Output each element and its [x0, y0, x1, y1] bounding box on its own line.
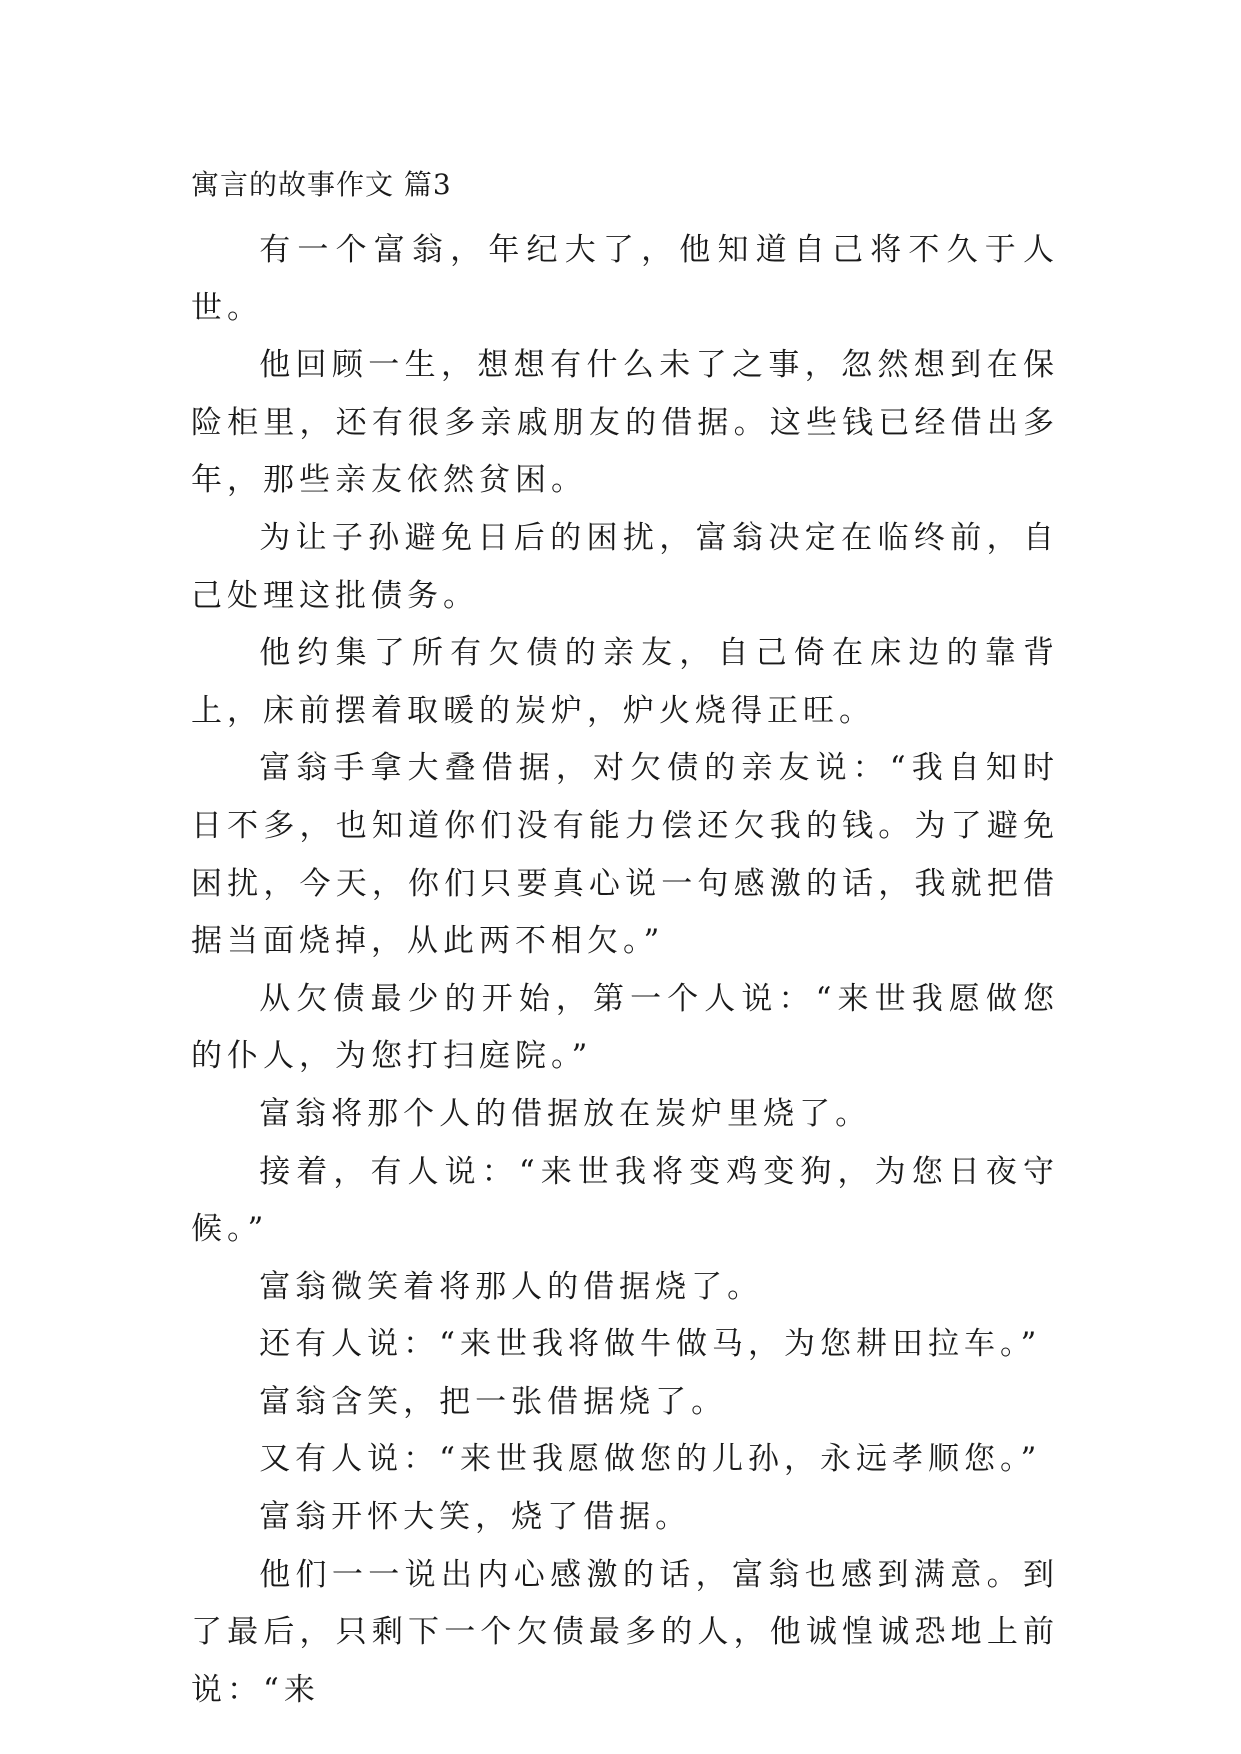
paragraph: 接着，有人说：“来世我将变鸡变狗，为您日夜守候。” — [191, 1153, 1059, 1248]
essay-body — [191, 222, 1059, 1719]
paragraph: 富翁手拿大叠借据，对欠债的亲友说：“我自知时日不多，也知道你们没有能力偿还欠我的钱。为了避免困扰，今天，你们只要真心说一句感激的话，我就把借据当面烧掉，从此两不相欠。” — [191, 750, 1059, 960]
paragraph: 他们一一说出内心感激的话，富翁也感到满意。到了最后，只剩下一个欠债最多的人，他诚惶诚恐地上前说：“来 — [191, 1556, 1059, 1708]
paragraph: 有一个富翁，年纪大了，他知道自己将不久于人世。 — [191, 232, 1059, 326]
paragraph: 富翁含笑，把一张借据烧了。 — [259, 1383, 728, 1420]
paragraph: 富翁开怀大笑，烧了借据。 — [259, 1499, 692, 1536]
paragraph: 从欠债最少的开始，第一个人说：“来世我愿做您的仆人，为您打扫庭院。” — [191, 980, 1059, 1075]
paragraph: 他约集了所有欠债的亲友，自己倚在床边的靠背上，床前摆着取暖的炭炉，炉火烧得正旺。 — [191, 635, 1059, 729]
paragraph: 为让子孙避免日后的困扰，富翁决定在临终前，自己处理这批债务。 — [191, 519, 1059, 614]
paragraph: 他回顾一生，想想有什么未了之事，忽然想到在保险柜里，还有很多亲戚朋友的借据。这些钱已经借出多年，那些亲友依然贫困。 — [191, 347, 1059, 499]
paragraph: 又有人说：“来世我愿做您的儿孙，永远孝顺您。” — [259, 1441, 1042, 1478]
paragraph: 富翁微笑着将那人的借据烧了。 — [259, 1268, 764, 1305]
essay-title: 寓言的故事作文 篇3 — [191, 168, 452, 201]
paragraph: 还有人说：“来世我将做牛做马，为您耕田拉车。” — [259, 1326, 1042, 1363]
paragraph: 富翁将那个人的借据放在炭炉里烧了。 — [259, 1095, 872, 1132]
